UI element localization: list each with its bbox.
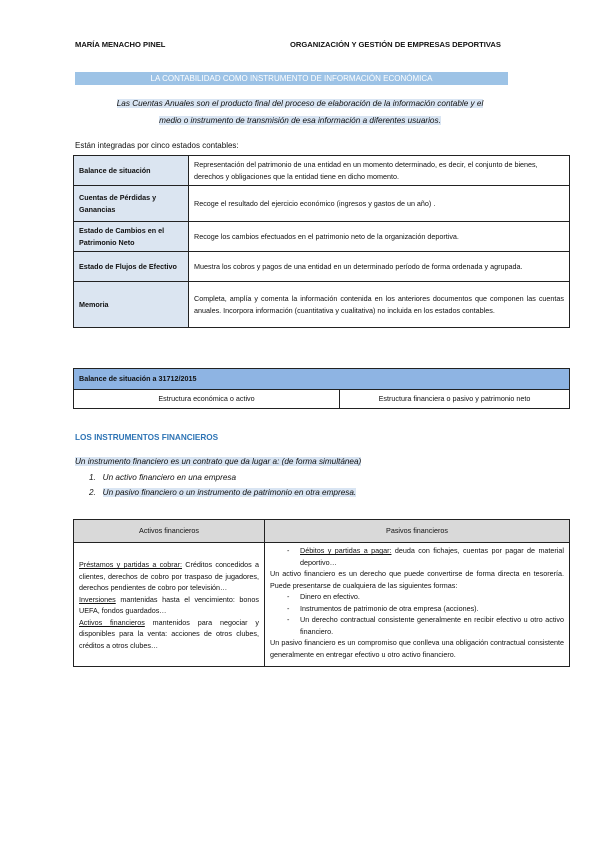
table-row xyxy=(74,222,570,252)
instrumentos-heading: LOS INSTRUMENTOS FINANCIEROS xyxy=(75,433,219,442)
table-row xyxy=(74,282,570,328)
activo-label: Activos financieros xyxy=(79,617,145,627)
estado-name: Memoria xyxy=(74,282,189,328)
estado-name: Estado de Cambios en el Patrimonio Neto xyxy=(74,222,189,252)
estado-desc: Muestra los cobros y pagos de una entidad en un determinado período de forma ordenada y agrupada. xyxy=(189,252,570,282)
pasivo-bullet: - Un derecho contractual consistente generalmente en recibir efectivo u otro activo financiero. xyxy=(270,614,564,637)
list-text: Un activo financiero en una empresa xyxy=(102,473,237,482)
balance-col-pasivo: Estructura financiera o pasivo y patrimonio neto xyxy=(340,390,570,409)
activo-text: Créditos concedidos a clientes, derechos de cobro por traspaso de jugadores, derechos pendientes de cobro por televisión… xyxy=(79,560,259,592)
balance-title: Balance de situación a 31712/2015 xyxy=(74,369,570,390)
pasivo-bullet: - Instrumentos de patrimonio de otra empresa (acciones). xyxy=(270,603,564,615)
table-row xyxy=(74,390,570,409)
table-row xyxy=(74,520,570,543)
activos-cell xyxy=(74,543,265,667)
table-row xyxy=(74,252,570,282)
intro-line-2: medio o instrumento de transmisión de esa información a diferentes usuarios. xyxy=(159,116,441,125)
integradas-text: Están integradas por cinco estados contables: xyxy=(75,141,239,150)
table-row xyxy=(74,186,570,222)
table-row xyxy=(74,369,570,390)
estado-desc: Recoge el resultado del ejercicio económico (ingresos y gastos de un año) . xyxy=(189,186,570,222)
pasivo-paragraph: Un pasivo financiero es un compromiso que conlleva una obligación contractual consistente generalmente en entregar efectivo u otro activo financiero. xyxy=(270,638,564,659)
financieros-table xyxy=(73,519,570,667)
pasivo-bullet: - Dinero en efectivo. xyxy=(270,591,564,603)
estado-desc: Completa, amplía y comenta la información contenida en los anteriores documentos que componen las cuentas anuales. Incorpora información (cuantitativa y cualitativa) no incluida en los estados contables. xyxy=(189,282,570,328)
activo-label: Préstamos y partidas a cobrar: xyxy=(79,560,183,569)
estados-table xyxy=(73,155,570,328)
estado-name: Estado de Flujos de Efectivo xyxy=(74,252,189,282)
pasivos-header: Pasivos financieros xyxy=(265,520,570,543)
header-subject: ORGANIZACIÓN Y GESTIÓN DE EMPRESAS DEPORTIVAS xyxy=(290,40,501,49)
section-title: LA CONTABILIDAD COMO INSTRUMENTO DE INFORMACIÓN ECONÓMICA xyxy=(75,72,508,85)
list-number: 2. xyxy=(89,488,96,497)
estado-desc: Representación del patrimonio de una entidad en un momento determinado, es decir, el conjunto de bienes, derechos y obligaciones que la entidad tiene en dicho momento. xyxy=(189,156,570,186)
balance-table xyxy=(73,368,570,409)
pasivo-paragraph: Un activo financiero es un derecho que puede convertirse de forma directa en tesorería. Puede presentarse de cualquiera de las siguientes formas: xyxy=(270,569,564,590)
estado-name: Balance de situación xyxy=(74,156,189,186)
instrumentos-definition: Un instrumento financiero es un contrato que da lugar a: (de forma simultánea) xyxy=(75,457,362,466)
list-item xyxy=(89,488,356,497)
estado-name: Cuentas de Pérdidas y Ganancias xyxy=(74,186,189,222)
table-row xyxy=(74,543,570,667)
intro-line-1: Las Cuentas Anuales son el producto final del proceso de elaboración de la información contable y el xyxy=(116,99,484,108)
list-text: Un pasivo financiero o un instrumento de patrimonio en otra empresa. xyxy=(102,488,357,497)
activos-header: Activos financieros xyxy=(74,520,265,543)
table-row xyxy=(74,156,570,186)
activo-label: Inversiones xyxy=(79,594,116,604)
activo-text: mantenidos para negociar y disponibles para la venta: acciones de otros clubes, créditos a otros clubes… xyxy=(79,617,259,650)
balance-col-activo: Estructura económica o activo xyxy=(74,390,340,409)
list-number: 1. xyxy=(89,473,96,482)
activo-text: mantenidas hasta el vencimiento: bonos UEFA, fondos guardados… xyxy=(79,594,259,615)
list-item xyxy=(89,473,236,482)
header-author: MARÍA MENACHO PINEL xyxy=(75,40,166,49)
pasivo-bullet: - Débitos y partidas a pagar: deuda con fichajes, cuentas por pagar de material deportivo… xyxy=(270,545,564,568)
estado-desc: Recoge los cambios efectuados en el patrimonio neto de la organización deportiva. xyxy=(189,222,570,252)
pasivos-cell xyxy=(265,543,570,667)
